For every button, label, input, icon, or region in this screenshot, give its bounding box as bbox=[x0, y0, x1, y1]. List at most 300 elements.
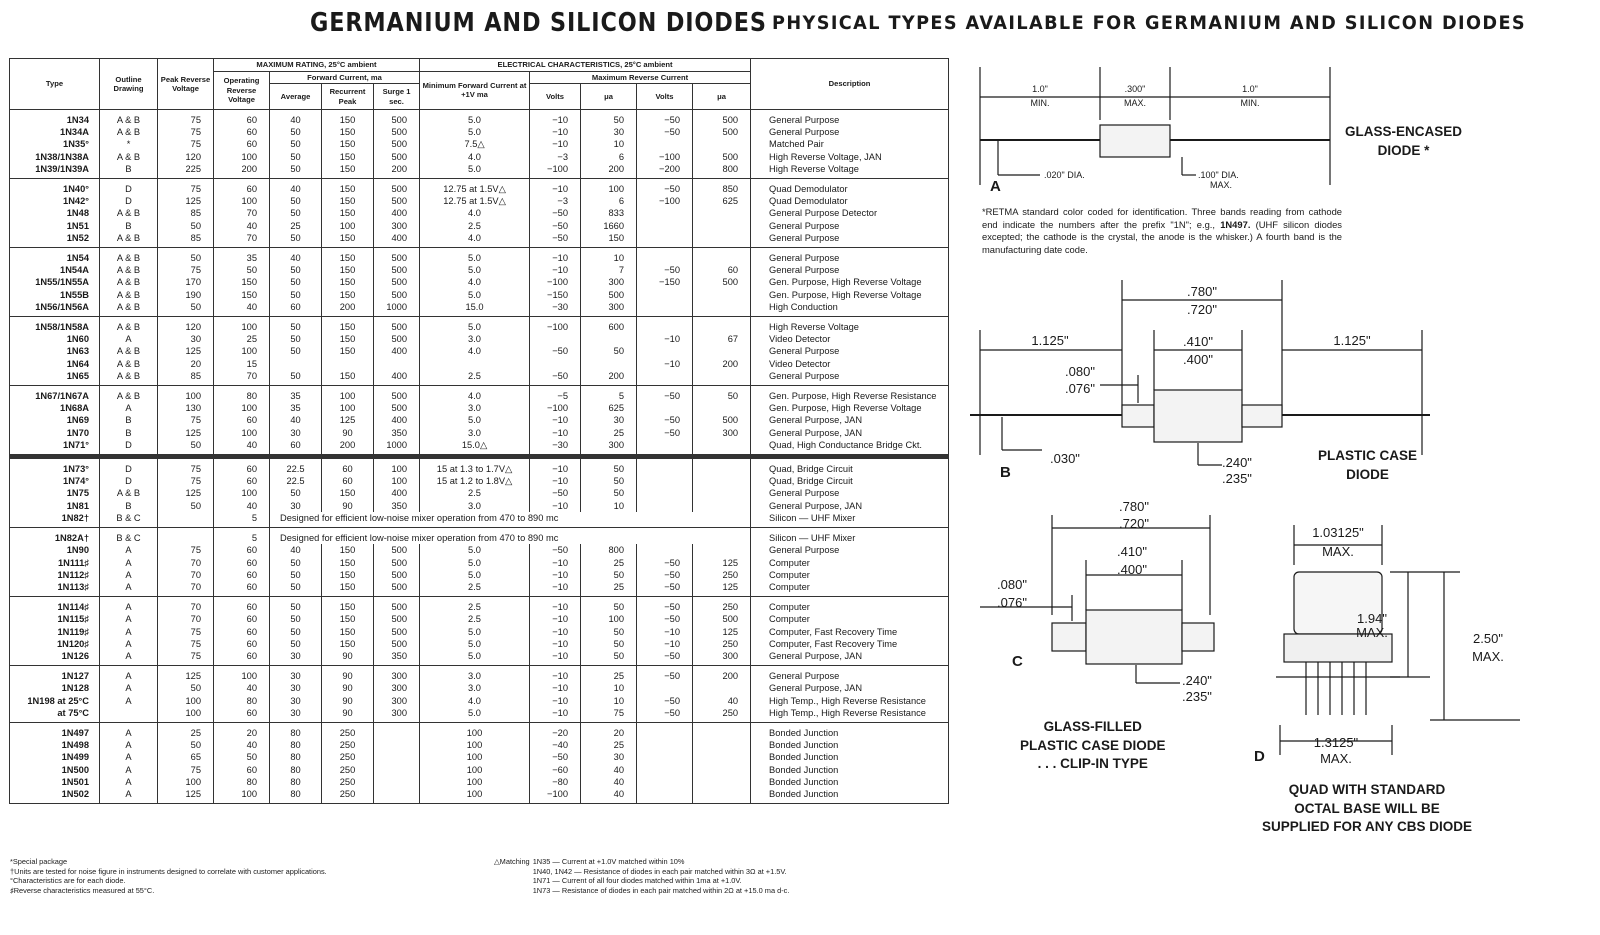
cell-operating-reverse: 40 bbox=[214, 301, 270, 317]
drawing-letter-c: C bbox=[1012, 653, 1023, 670]
cell-min-forward: 4.0 bbox=[420, 695, 530, 707]
cell-peak-reverse: 120 bbox=[158, 151, 214, 163]
cell-reverse-volts-2 bbox=[637, 317, 693, 334]
cell-type: 1N81 bbox=[10, 500, 100, 512]
cell-reverse-volts-1: −10 bbox=[530, 569, 581, 581]
cell-reverse-ua-2 bbox=[693, 776, 751, 788]
table-row bbox=[10, 163, 949, 179]
cell-surge bbox=[374, 764, 420, 776]
cell-description: General Purpose bbox=[751, 110, 949, 127]
cell-outline: A bbox=[100, 776, 158, 788]
dim-length-max: .780" bbox=[1187, 284, 1217, 299]
cell-average-current: 50 bbox=[270, 613, 322, 625]
cell-operating-reverse: 40 bbox=[214, 682, 270, 694]
cell-average-current: 50 bbox=[270, 138, 322, 150]
cell-peak-reverse: 75 bbox=[158, 650, 214, 666]
dim-lead-left-sub: MIN. bbox=[1030, 98, 1050, 108]
cell-recurrent-peak: 90 bbox=[322, 650, 374, 666]
dim-wire: .020" DIA. bbox=[1044, 170, 1085, 180]
cell-reverse-ua-1: 75 bbox=[581, 707, 637, 723]
header-max-reverse: Maximum Reverse Current bbox=[530, 71, 751, 84]
cell-min-forward: 5.0 bbox=[420, 626, 530, 638]
cell-peak-reverse: 125 bbox=[158, 487, 214, 499]
cell-outline: A bbox=[100, 682, 158, 694]
cell-reverse-ua-1: 100 bbox=[581, 613, 637, 625]
cell-peak-reverse: 75 bbox=[158, 179, 214, 196]
table-row bbox=[10, 457, 949, 476]
diode-group bbox=[10, 457, 949, 528]
cell-surge: 100 bbox=[374, 475, 420, 487]
glass-filled-label: GLASS-FILLED PLASTIC CASE DIODE . . . CLIP-IN TYPE bbox=[1020, 719, 1166, 771]
cell-operating-reverse: 80 bbox=[214, 776, 270, 788]
cell-reverse-ua-2: 125 bbox=[693, 557, 751, 569]
cell-outline: B & C bbox=[100, 528, 158, 545]
header-surge: Surge 1 sec. bbox=[374, 84, 420, 110]
cell-type: 1N58/1N58A bbox=[10, 317, 100, 334]
cell-surge: 350 bbox=[374, 500, 420, 512]
cell-average-current: 50 bbox=[270, 207, 322, 219]
cell-reverse-volts-1: −50 bbox=[530, 544, 581, 556]
cell-average-current: 30 bbox=[270, 427, 322, 439]
cell-average-current bbox=[270, 358, 322, 370]
cell-reverse-ua-1: 10 bbox=[581, 138, 637, 150]
cell-min-forward: 4.0 bbox=[420, 386, 530, 403]
cell-surge: 500 bbox=[374, 126, 420, 138]
dim-dia-min: .235" bbox=[1182, 689, 1212, 704]
cell-reverse-volts-1: −30 bbox=[530, 301, 581, 317]
cell-operating-reverse: 40 bbox=[214, 439, 270, 457]
cell-surge bbox=[374, 358, 420, 370]
footnote: †Units are tested for noise figure in instruments designed to correlate with customer applications. bbox=[10, 866, 327, 876]
plastic-case-label: PLASTIC CASE DIODE bbox=[1318, 448, 1418, 482]
cell-average-current: 50 bbox=[270, 163, 322, 179]
cell-reverse-volts-1: −10 bbox=[530, 613, 581, 625]
cell-min-forward: 12.75 at 1.5V△ bbox=[420, 195, 530, 207]
cell-reverse-volts-2 bbox=[637, 788, 693, 804]
cell-peak-reverse: 30 bbox=[158, 333, 214, 345]
cell-outline: A & B bbox=[100, 126, 158, 138]
cell-reverse-volts-2 bbox=[637, 232, 693, 248]
cell-reverse-ua-1: 25 bbox=[581, 581, 637, 597]
footnote: *Special package bbox=[10, 857, 68, 866]
cell-operating-reverse: 60 bbox=[214, 638, 270, 650]
cell-operating-reverse: 60 bbox=[214, 557, 270, 569]
table-row bbox=[10, 301, 949, 317]
cell-outline: A & B bbox=[100, 151, 158, 163]
cell-reverse-ua-2 bbox=[693, 751, 751, 763]
cell-min-forward: 2.5 bbox=[420, 487, 530, 499]
dim-dia-max: .240" bbox=[1222, 455, 1252, 470]
cell-reverse-ua-2 bbox=[693, 764, 751, 776]
cell-operating-reverse: 60 bbox=[214, 414, 270, 426]
dim-stub-max: .080" bbox=[997, 577, 1027, 592]
cell-peak-reverse: 125 bbox=[158, 788, 214, 804]
cell-reverse-volts-1: −20 bbox=[530, 722, 581, 739]
cell-operating-reverse: 70 bbox=[214, 232, 270, 248]
cell-type: 1N82† bbox=[10, 512, 100, 528]
cell-recurrent-peak: 200 bbox=[322, 439, 374, 457]
cell-surge: 500 bbox=[374, 333, 420, 345]
cell-recurrent-peak: 125 bbox=[322, 414, 374, 426]
cell-type: 1N73° bbox=[10, 457, 100, 476]
cell-surge bbox=[374, 776, 420, 788]
diode-group bbox=[10, 110, 949, 179]
cell-description: Gen. Purpose, High Reverse Voltage bbox=[751, 402, 949, 414]
cell-recurrent-peak: 150 bbox=[322, 487, 374, 499]
cell-description: General Purpose, JAN bbox=[751, 500, 949, 512]
cell-reverse-ua-2: 300 bbox=[693, 650, 751, 666]
cell-reverse-ua-1: 50 bbox=[581, 626, 637, 638]
cell-surge: 100 bbox=[374, 457, 420, 476]
table-row bbox=[10, 581, 949, 597]
cell-recurrent-peak: 60 bbox=[322, 457, 374, 476]
header-average: Average bbox=[270, 84, 322, 110]
cell-peak-reverse: 100 bbox=[158, 695, 214, 707]
cell-peak-reverse: 65 bbox=[158, 751, 214, 763]
table-row bbox=[10, 597, 949, 614]
cell-reverse-ua-1: 20 bbox=[581, 722, 637, 739]
cell-reverse-volts-1: −10 bbox=[530, 666, 581, 683]
cell-min-forward: 5.0 bbox=[420, 264, 530, 276]
cell-reverse-volts-1: −80 bbox=[530, 776, 581, 788]
dim-lead-left: 1.125" bbox=[1031, 333, 1069, 348]
table-row bbox=[10, 528, 949, 545]
cell-description: Gen. Purpose, High Reverse Resistance bbox=[751, 386, 949, 403]
table-row bbox=[10, 345, 949, 357]
cell-description: General Purpose bbox=[751, 544, 949, 556]
cell-peak-reverse: 85 bbox=[158, 370, 214, 386]
cell-min-forward: 100 bbox=[420, 751, 530, 763]
cell-description: Matched Pair bbox=[751, 138, 949, 150]
cell-reverse-volts-2: −10 bbox=[637, 626, 693, 638]
cell-min-forward: 5.0 bbox=[420, 110, 530, 127]
cell-reverse-volts-2: −50 bbox=[637, 110, 693, 127]
cell-reverse-volts-1: −10 bbox=[530, 638, 581, 650]
cell-reverse-volts-2 bbox=[637, 138, 693, 150]
cell-outline: A bbox=[100, 666, 158, 683]
cell-type: 1N39/1N39A bbox=[10, 163, 100, 179]
cell-average-current: 40 bbox=[270, 544, 322, 556]
cell-description: General Purpose bbox=[751, 345, 949, 357]
cell-type: 1N111♯ bbox=[10, 557, 100, 569]
cell-outline: A bbox=[100, 597, 158, 614]
diode-group bbox=[10, 528, 949, 597]
cell-reverse-volts-1: −50 bbox=[530, 370, 581, 386]
cell-reverse-volts-2: −10 bbox=[637, 358, 693, 370]
cell-min-forward: 100 bbox=[420, 776, 530, 788]
cell-reverse-ua-1: 7 bbox=[581, 264, 637, 276]
cell-description: Quad, High Conductance Bridge Ckt. bbox=[751, 439, 949, 457]
cell-outline: B bbox=[100, 163, 158, 179]
header-volts-2: Volts bbox=[637, 84, 693, 110]
cell-reverse-volts-1: −5 bbox=[530, 386, 581, 403]
cell-operating-reverse: 50 bbox=[214, 751, 270, 763]
cell-average-current: 50 bbox=[270, 569, 322, 581]
cell-reverse-ua-1: 30 bbox=[581, 126, 637, 138]
cell-description: Bonded Junction bbox=[751, 739, 949, 751]
cell-operating-reverse: 60 bbox=[214, 581, 270, 597]
table-row bbox=[10, 220, 949, 232]
cell-outline: B bbox=[100, 500, 158, 512]
cell-reverse-volts-2 bbox=[637, 776, 693, 788]
cell-reverse-ua-1: 1660 bbox=[581, 220, 637, 232]
table-row bbox=[10, 264, 949, 276]
header-ua-1: μa bbox=[581, 84, 637, 110]
cell-reverse-volts-1: −60 bbox=[530, 764, 581, 776]
cell-min-forward: 100 bbox=[420, 739, 530, 751]
cell-reverse-ua-2: 67 bbox=[693, 333, 751, 345]
dim-height-total-sub: MAX. bbox=[1472, 649, 1504, 664]
cell-reverse-ua-1: 5 bbox=[581, 386, 637, 403]
cell-average-current: 50 bbox=[270, 317, 322, 334]
cell-min-forward: 5.0 bbox=[420, 707, 530, 723]
cell-min-forward: 5.0 bbox=[420, 650, 530, 666]
cell-recurrent-peak: 150 bbox=[322, 317, 374, 334]
cell-outline: A & B bbox=[100, 358, 158, 370]
cell-reverse-ua-2 bbox=[693, 301, 751, 317]
cell-operating-reverse: 60 bbox=[214, 764, 270, 776]
cell-recurrent-peak: 150 bbox=[322, 333, 374, 345]
cell-operating-reverse: 80 bbox=[214, 386, 270, 403]
cell-reverse-volts-2 bbox=[637, 751, 693, 763]
cell-type: 1N51 bbox=[10, 220, 100, 232]
cell-reverse-ua-2 bbox=[693, 402, 751, 414]
cell-min-forward: 4.0 bbox=[420, 207, 530, 219]
table-row bbox=[10, 751, 949, 763]
cell-type: 1N34A bbox=[10, 126, 100, 138]
cell-min-forward bbox=[420, 358, 530, 370]
cell-type: 1N113♯ bbox=[10, 581, 100, 597]
cell-reverse-ua-1: 300 bbox=[581, 301, 637, 317]
table-row bbox=[10, 427, 949, 439]
dim-lead-right-sub: MIN. bbox=[1240, 98, 1260, 108]
cell-recurrent-peak: 150 bbox=[322, 232, 374, 248]
cell-surge: 1000 bbox=[374, 439, 420, 457]
cell-description: General Purpose, JAN bbox=[751, 414, 949, 426]
cell-reverse-volts-2: −50 bbox=[637, 613, 693, 625]
cell-reverse-volts-2: −50 bbox=[637, 569, 693, 581]
cell-reverse-ua-2 bbox=[693, 682, 751, 694]
cell-operating-reverse: 60 bbox=[214, 110, 270, 127]
cell-description: Silicon — UHF Mixer bbox=[751, 512, 949, 528]
cell-peak-reverse: 50 bbox=[158, 500, 214, 512]
cell-average-current: 30 bbox=[270, 695, 322, 707]
cell-surge: 300 bbox=[374, 666, 420, 683]
cell-recurrent-peak: 90 bbox=[322, 427, 374, 439]
cell-type: 1N38/1N38A bbox=[10, 151, 100, 163]
dim-dia-min: .235" bbox=[1222, 471, 1252, 486]
cell-average-current: 50 bbox=[270, 597, 322, 614]
cell-reverse-ua-1: 10 bbox=[581, 248, 637, 265]
cell-min-forward: 5.0 bbox=[420, 289, 530, 301]
cell-recurrent-peak: 150 bbox=[322, 544, 374, 556]
header-type: Type bbox=[10, 59, 100, 110]
table-row bbox=[10, 682, 949, 694]
cell-recurrent-peak: 250 bbox=[322, 788, 374, 804]
footnotes-left bbox=[10, 857, 327, 895]
dim-body-sub: MAX. bbox=[1123, 98, 1147, 108]
drawing-letter-a: A bbox=[990, 178, 1001, 195]
cell-recurrent-peak: 60 bbox=[322, 475, 374, 487]
table-row bbox=[10, 650, 949, 666]
table-row bbox=[10, 386, 949, 403]
cell-outline: A bbox=[100, 581, 158, 597]
cell-reverse-volts-2 bbox=[637, 207, 693, 219]
cell-average-current: 50 bbox=[270, 264, 322, 276]
cell-recurrent-peak: 250 bbox=[322, 722, 374, 739]
cell-reverse-volts-1: −10 bbox=[530, 110, 581, 127]
cell-peak-reverse: 50 bbox=[158, 739, 214, 751]
cell-type: 1N69 bbox=[10, 414, 100, 426]
cell-description: Computer, Fast Recovery Time bbox=[751, 638, 949, 650]
cell-reverse-ua-1: 10 bbox=[581, 695, 637, 707]
cell-outline: A bbox=[100, 695, 158, 707]
cell-description: Quad, Bridge Circuit bbox=[751, 457, 949, 476]
table-row bbox=[10, 276, 949, 288]
cell-recurrent-peak: 150 bbox=[322, 613, 374, 625]
cell-reverse-volts-1: −100 bbox=[530, 163, 581, 179]
table-row bbox=[10, 707, 949, 723]
cell-reverse-ua-2 bbox=[693, 500, 751, 512]
cell-reverse-ua-1: 30 bbox=[581, 414, 637, 426]
cell-peak-reverse: 50 bbox=[158, 220, 214, 232]
cell-description: Gen. Purpose, High Reverse Voltage bbox=[751, 289, 949, 301]
cell-operating-reverse: 40 bbox=[214, 500, 270, 512]
cell-type: at 75°C bbox=[10, 707, 100, 723]
cell-reverse-volts-1: −30 bbox=[530, 439, 581, 457]
table-row bbox=[10, 333, 949, 345]
table-row bbox=[10, 207, 949, 219]
cell-recurrent-peak: 150 bbox=[322, 289, 374, 301]
cell-recurrent-peak: 250 bbox=[322, 764, 374, 776]
cell-reverse-ua-2: 300 bbox=[693, 427, 751, 439]
cell-reverse-volts-2 bbox=[637, 248, 693, 265]
cell-average-current: 50 bbox=[270, 232, 322, 248]
cell-type: 1N127 bbox=[10, 666, 100, 683]
cell-reverse-volts-2 bbox=[637, 682, 693, 694]
cell-type: 1N67/1N67A bbox=[10, 386, 100, 403]
cell-surge: 500 bbox=[374, 569, 420, 581]
cell-reverse-ua-1: 25 bbox=[581, 666, 637, 683]
drawing-letter-b: B bbox=[1000, 464, 1011, 481]
cell-recurrent-peak: 150 bbox=[322, 557, 374, 569]
cell-recurrent-peak: 150 bbox=[322, 195, 374, 207]
cell-peak-reverse: 75 bbox=[158, 138, 214, 150]
cell-average-current: 50 bbox=[270, 370, 322, 386]
cell-outline: D bbox=[100, 457, 158, 476]
cell-recurrent-peak bbox=[322, 358, 374, 370]
cell-min-forward: 5.0 bbox=[420, 414, 530, 426]
cell-recurrent-peak: 150 bbox=[322, 207, 374, 219]
cell-surge: 300 bbox=[374, 707, 420, 723]
cell-type: 1N82A† bbox=[10, 528, 100, 545]
cell-description: Quad, Bridge Circuit bbox=[751, 475, 949, 487]
cell-reverse-ua-1: 200 bbox=[581, 163, 637, 179]
cell-average-current: 22.5 bbox=[270, 475, 322, 487]
cell-surge: 500 bbox=[374, 264, 420, 276]
cell-reverse-ua-2: 125 bbox=[693, 581, 751, 597]
cell-outline: A & B bbox=[100, 276, 158, 288]
cell-operating-reverse: 60 bbox=[214, 569, 270, 581]
cell-operating-reverse: 100 bbox=[214, 788, 270, 804]
cell-type: 1N64 bbox=[10, 358, 100, 370]
cell-recurrent-peak: 150 bbox=[322, 597, 374, 614]
cell-operating-reverse: 70 bbox=[214, 207, 270, 219]
cell-outline: B bbox=[100, 414, 158, 426]
cell-operating-reverse: 60 bbox=[214, 475, 270, 487]
header-recurrent: Recurrent Peak bbox=[322, 84, 374, 110]
cell-reverse-volts-1: −10 bbox=[530, 179, 581, 196]
cell-average-current: 50 bbox=[270, 289, 322, 301]
cell-reverse-volts-1: −10 bbox=[530, 427, 581, 439]
cell-reverse-ua-1: 40 bbox=[581, 788, 637, 804]
dim-width: 1.03125" bbox=[1312, 525, 1364, 540]
cell-type: 1N54 bbox=[10, 248, 100, 265]
cell-recurrent-peak: 250 bbox=[322, 751, 374, 763]
diode-group bbox=[10, 317, 949, 386]
cell-average-current: 40 bbox=[270, 414, 322, 426]
dim-height-body: 1.94" bbox=[1357, 611, 1387, 626]
cell-outline: A & B bbox=[100, 232, 158, 248]
cell-average-current: 40 bbox=[270, 179, 322, 196]
cell-reverse-ua-2: 500 bbox=[693, 276, 751, 288]
table-row bbox=[10, 195, 949, 207]
cell-outline: A & B bbox=[100, 110, 158, 127]
cell-outline: A bbox=[100, 544, 158, 556]
cell-outline: B bbox=[100, 427, 158, 439]
cell-peak-reverse: 20 bbox=[158, 358, 214, 370]
cell-surge: 400 bbox=[374, 487, 420, 499]
cell-reverse-ua-1: 40 bbox=[581, 776, 637, 788]
cell-recurrent-peak: 100 bbox=[322, 402, 374, 414]
cell-average-current: 50 bbox=[270, 638, 322, 650]
cell-surge: 300 bbox=[374, 695, 420, 707]
cell-description: High Reverse Voltage, JAN bbox=[751, 151, 949, 163]
cell-operating-reverse: 100 bbox=[214, 151, 270, 163]
cell-peak-reverse: 50 bbox=[158, 439, 214, 457]
cell-surge: 300 bbox=[374, 220, 420, 232]
cell-reverse-volts-2: −50 bbox=[637, 386, 693, 403]
cell-surge: 400 bbox=[374, 370, 420, 386]
dim-width-sub: MAX. bbox=[1322, 544, 1354, 559]
cell-description: General Purpose bbox=[751, 232, 949, 248]
cell-reverse-ua-2: 500 bbox=[693, 151, 751, 163]
cell-reverse-volts-1: −10 bbox=[530, 650, 581, 666]
cell-reverse-volts-2: −50 bbox=[637, 126, 693, 138]
cell-reverse-ua-1: 40 bbox=[581, 764, 637, 776]
cell-outline: A bbox=[100, 557, 158, 569]
cell-operating-reverse: 100 bbox=[214, 666, 270, 683]
cell-type: 1N120♯ bbox=[10, 638, 100, 650]
cell-outline: A bbox=[100, 402, 158, 414]
cell-recurrent-peak: 90 bbox=[322, 682, 374, 694]
cell-type: 1N114♯ bbox=[10, 597, 100, 614]
cell-reverse-volts-1: −100 bbox=[530, 788, 581, 804]
cell-surge: 500 bbox=[374, 179, 420, 196]
cell-type: 1N112♯ bbox=[10, 569, 100, 581]
cell-reverse-volts-2 bbox=[637, 370, 693, 386]
cell-min-forward: 100 bbox=[420, 764, 530, 776]
cell-reverse-volts-1: −40 bbox=[530, 739, 581, 751]
cell-surge: 400 bbox=[374, 207, 420, 219]
cell-reverse-ua-2 bbox=[693, 544, 751, 556]
cell-recurrent-peak: 150 bbox=[322, 138, 374, 150]
cell-min-forward: 5.0 bbox=[420, 317, 530, 334]
table-row bbox=[10, 544, 949, 556]
cell-average-current: 80 bbox=[270, 739, 322, 751]
cell-reverse-ua-1: 500 bbox=[581, 289, 637, 301]
cell-surge bbox=[374, 722, 420, 739]
